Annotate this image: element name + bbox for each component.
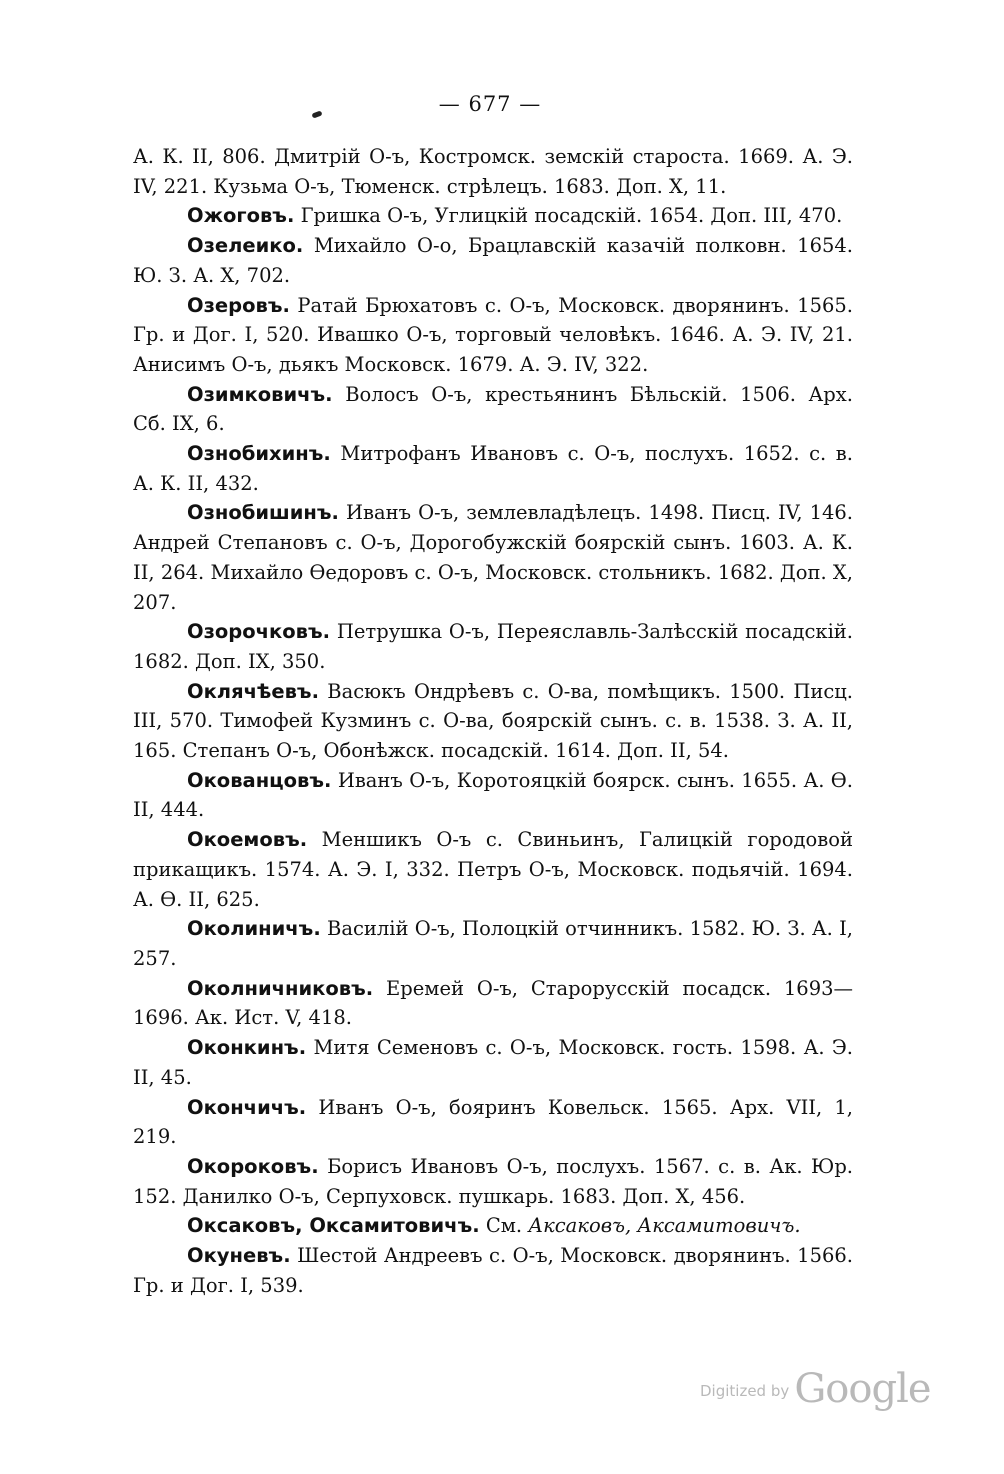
entry-okonchich: [133, 1093, 853, 1152]
entry-body: Васюкъ Ондрѣевъ с. О-ва, помѣщикъ. 1500. Писц. III, 570. Тимофей Кузминъ с. О-ва, боярскій сынъ. с. в. 1538. З. А. II, 165. Степанъ О-ъ, Обонѣжск. посадскій. 1614. Доп. II, 54.: [133, 679, 853, 763]
entry-okonkin: [133, 1033, 853, 1092]
cross-reference: Аксаковъ, Аксамитовичъ.: [528, 1214, 801, 1238]
entry-continuation: [133, 142, 853, 201]
entry-okorokov: [133, 1152, 853, 1211]
entry-headword: Окуневъ.: [187, 1244, 291, 1268]
entry-okolnichnikov: [133, 974, 853, 1033]
entry-headword: Околничниковъ.: [187, 976, 374, 1000]
entry-oznobikhin: [133, 439, 853, 498]
digitized-by-google-watermark: [700, 1366, 931, 1416]
google-logo: Google: [794, 1366, 931, 1412]
entry-body: Петрушка О-ъ, Переяславль-Залѣсскій посадскій. 1682. Доп. IX, 350.: [133, 620, 853, 673]
dictionary-text-column: [133, 142, 853, 1300]
entry-body: Митя Семеновъ с. О-ъ, Московск. гость. 1598. А. Э. II, 45.: [133, 1036, 853, 1089]
entry-headword: Озелеико.: [187, 234, 304, 258]
entry-headword: Оконкинъ.: [187, 1036, 307, 1060]
entry-headword: Озеровъ.: [187, 293, 290, 317]
entry-headword: Окоемовъ.: [187, 828, 308, 852]
entry-headword: Ожоговъ.: [187, 204, 295, 228]
entry-headword: Оксаковъ, Оксамитовичъ.: [187, 1214, 480, 1238]
entry-oksakov: [133, 1211, 853, 1241]
entry-headword: Ознобихинъ.: [187, 442, 331, 466]
entry-body: Меншикъ О-ъ с. Свиньинъ, Галицкій городовой прикащикъ. 1574. А. Э. I, 332. Петръ О-ъ, Московск. подьячій. 1694. А. Ѳ. II, 625.: [133, 828, 853, 911]
entry-headword: Окороковъ.: [187, 1154, 319, 1178]
watermark-prefix: Digitized by: [700, 1382, 790, 1400]
entry-oklyacheev: [133, 677, 853, 766]
entry-headword: Ознобишинъ.: [187, 501, 339, 525]
entry-headword: Оклячѣевъ.: [187, 679, 319, 703]
entry-body: Шестой Андреевъ с. О-ъ, Московск. дворянинъ. 1566. Гр. и Дог. I, 539.: [133, 1244, 854, 1297]
entry-body: Гришка О-ъ, Углицкій посадскій. 1654. Доп. III, 470.: [300, 204, 843, 228]
entry-ozerov: [133, 291, 853, 380]
entry-headword: Озорочковъ.: [187, 620, 331, 644]
entry-headword: Озимковичъ.: [187, 382, 333, 406]
entry-body: А. К. II, 806. Дмитрій О-ъ, Костромск. земскій староста. 1669. А. Э. IV, 221. Кузьма О-ъ, Тюменск. стрѣлецъ. 1683. Доп. X, 11.: [133, 145, 853, 198]
entry-body: См.: [485, 1214, 523, 1238]
entry-body: Василій О-ъ, Полоцкій отчинникъ. 1582. Ю. З. А. I, 257.: [133, 917, 853, 970]
entry-ozorochkov: [133, 617, 853, 676]
entry-ozhogov: [133, 201, 853, 231]
entry-oznobishin: [133, 498, 853, 617]
entry-body: Борисъ Ивановъ О-ъ, послухъ. 1567. с. в. Ак. Юр. 152. Данилко О-ъ, Серпуховск. пушкарь. 1683. Доп. X, 456.: [133, 1154, 853, 1208]
entry-body: Иванъ О-ъ, Коротояцкій боярск. сынъ. 1655. А. Ѳ. II, 444.: [133, 768, 853, 822]
entry-okunev: [133, 1241, 853, 1300]
entry-body: Иванъ О-ъ, бояринъ Ковельск. 1565. Арх. VII, 1, 219.: [133, 1095, 853, 1149]
entry-body: Иванъ О-ъ, землевладѣлецъ. 1498. Писц. IV, 146. Андрей Степановъ с. О-ъ, Дорогобужскій боярскій сынъ. 1603. А. К. II, 264. Михайло Ѳедоровъ с. О-ъ, Московск. стольникъ. 1682. Доп. X, 207.: [133, 501, 854, 614]
entry-body: Еремей О-ъ, Старорусскій посадск. 1693—1696. Ак. Ист. V, 418.: [133, 976, 854, 1030]
entry-body: Михайло О-о, Брацлавскій казачій полковн. 1654. Ю. З. А. X, 702.: [133, 234, 853, 287]
entry-ozeleiko: [133, 231, 853, 290]
entry-ozimkovich: [133, 380, 853, 439]
entry-headword: Окончичъ.: [187, 1095, 307, 1119]
entry-body: Митрофанъ Ивановъ с. О-ъ, послухъ. 1652. с. в. А. К. II, 432.: [133, 442, 853, 495]
entry-headword: Окованцовъ.: [187, 768, 332, 792]
entry-okovantsov: [133, 766, 853, 825]
entry-body: Волосъ О-ъ, крестьянинъ Бѣльскій. 1506. Арх. Сб. IX, 6.: [133, 382, 853, 436]
entry-okoemov: [133, 825, 853, 914]
entry-body: Ратай Брюхатовъ с. О-ъ, Московск. дворянинъ. 1565. Гр. и Дог. I, 520. Ивашко О-ъ, торговый человѣкъ. 1646. А. Э. IV, 21. Анисимъ О-ъ, дьякъ Московск. 1679. А. Э. IV, 322.: [133, 293, 853, 376]
entry-headword: Околиничъ.: [187, 917, 321, 941]
entry-okolinich: [133, 914, 853, 973]
page-number: — 677 —: [438, 92, 542, 116]
